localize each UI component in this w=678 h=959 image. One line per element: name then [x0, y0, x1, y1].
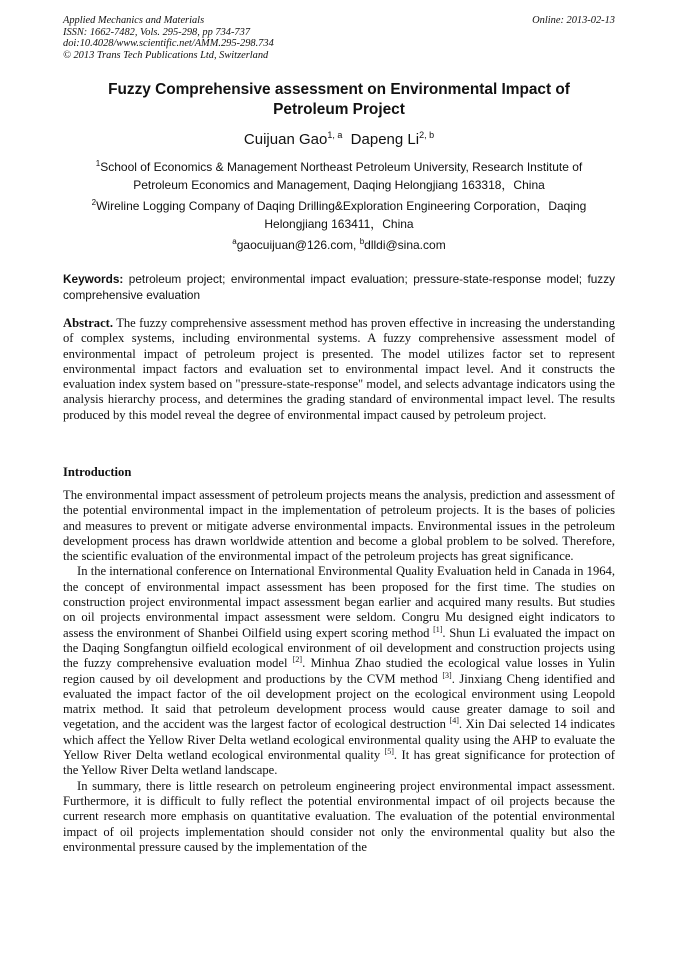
citation-4[interactable]: [4]: [449, 716, 459, 726]
journal-name: Applied Mechanics and Materials: [63, 15, 205, 26]
affiliation-2: [63, 197, 615, 233]
affiliation-2-line-2: Helongjiang 163411，China: [264, 217, 414, 231]
email-a-sup: a: [232, 237, 237, 246]
author-2-name: Dapeng Li: [350, 131, 420, 148]
author-1-name: Cuijuan Gao: [243, 131, 328, 148]
abstract-label: Abstract.: [63, 316, 114, 330]
paper-title: [63, 80, 615, 120]
introduction-body: [63, 488, 615, 855]
introduction-heading: Introduction: [63, 465, 132, 479]
citation-2[interactable]: [2]: [292, 655, 303, 665]
intro-p2-part-b: . Shun Li evaluated the impact on the Daqing Songfangtun oilfield ecological environment of oil development and construction projects using the fuzzy comprehensive evaluation model: [63, 625, 615, 671]
intro-paragraph-1: The environmental impact assessment of petroleum projects means the analysis, prediction and assessment of the potential environmental impact in the implementation of petroleum projects. It is the bases of policies and measures to prevent or mitigate adverse environmental impacts. Environmental issues in the petroleum development process has drawn worldwide attention and become a global problem to be solved. Therefore, the scientific evaluation of the environmental impact of the petroleum projects has great significance.: [63, 488, 615, 564]
intro-p2-part-f: . It has great significance for protection of the Yellow River Delta wetland landscape.: [63, 748, 615, 778]
author-emails: [63, 236, 615, 254]
intro-p2-part-c: . Minhua Zhao studied the ecological value losses in Yulin region caused by oil development and productions by the CVM method: [63, 656, 616, 686]
paper-title-line-2: Petroleum Project: [273, 101, 405, 118]
paper-title-line-1: Fuzzy Comprehensive assessment on Environmental Impact of: [108, 81, 570, 98]
intro-paragraph-2: [63, 564, 615, 778]
citation-3[interactable]: [3]: [442, 670, 452, 680]
keywords-label: Keywords:: [63, 272, 124, 286]
keywords-section: [63, 271, 615, 303]
intro-p2-part-d: . Jinxiang Cheng identified and evaluated the impact factor of the oil development project on the ecological environment using Leopold matrix method. It said that petroleum development process would cause greater damage to soil and vegetation, and the accident was the largest factor of ecological destruction: [63, 671, 615, 732]
affiliation-1-sup: 1: [95, 159, 101, 168]
email-b-sup: b: [359, 237, 365, 246]
journal-header: [63, 15, 615, 61]
author-1-sup: 1, a: [327, 130, 343, 140]
journal-copyright: © 2013 Trans Tech Publications Ltd, Switzerland: [63, 49, 269, 61]
abstract-text: The fuzzy comprehensive assessment method has proven effective in increasing the understanding of complex systems, including environmental systems. A fuzzy comprehensive assessment model of environmental impact of petroleum project is presented. The model utilizes factor set to represent environmental impact factors and evaluation set to environmental impact level. And it constructs the evaluation index system based on "pressure-state-response" model, and selects advantage indicators using the analysis hierarchy process, and determines the grading standard of environmental impact level. The results produced by this model reveal the degree of environmental impact caused by petroleum project.: [63, 316, 616, 422]
citation-1[interactable]: [1]: [433, 624, 443, 634]
journal-doi: doi:10.4028/www.scientific.net/AMM.295-298.734: [63, 38, 274, 50]
author-2-sup: 2, b: [419, 130, 435, 140]
citation-5[interactable]: [5]: [384, 747, 394, 757]
affiliation-1-line-2: Petroleum Economics and Management, Daqing Helongjiang 163318，China: [133, 178, 545, 192]
affiliation-2-line-1: Wireline Logging Company of Daqing Drilling&Exploration Engineering Corporation，Daqing: [96, 199, 587, 213]
email-b[interactable]: dlldi@sina.com: [364, 238, 446, 252]
intro-paragraph-3: In summary, there is little research on petroleum engineering project environmental impact assessment. Furthermore, it is difficult to fully reflect the potential environmental impact of oil projects because the current research more emphasis on quantitative evaluation. The evaluation of the potential environmental impact of oil projects implementation should consider not only the environmental quality but also the environmental pressure caused by the implementation of the: [63, 778, 615, 854]
intro-p2-part-e: . Xin Dai selected 14 indicates which affect the Yellow River Delta wetland ecological environmental quality using the AHP to evaluate the Yellow River Delta wetland ecological environmental quality: [63, 717, 616, 763]
affiliation-2-sup: 2: [91, 198, 97, 207]
abstract-section: [63, 316, 615, 423]
intro-p2-part-a: In the international conference on International Environmental Quality Evaluation held in Canada in 1964, the concept of environmental impact assessment has been proposed for the first time. The studies on construction project environmental impact assessment began earlier and acquired many results. But studies on oil projects environmental impact assessment were seldom. Congru Mu designed eight indicators to assess the environment of Shanbei Oilfield using expert scoring method: [63, 564, 615, 640]
affiliation-1: [63, 158, 615, 194]
affiliation-1-line-1: School of Economics & Management Northeast Petroleum University, Research Institute of: [100, 160, 583, 174]
author-list: [63, 131, 615, 149]
journal-issn: ISSN: 1662-7482, Vols. 295-298, pp 734-737: [63, 26, 251, 38]
keywords-text: petroleum project; environmental impact evaluation; pressure-state-response model; fuzzy comprehensive evaluation: [63, 272, 615, 302]
email-a[interactable]: gaocuijuan@126.com,: [236, 238, 360, 252]
online-date: Online: 2013-02-13: [532, 15, 615, 26]
